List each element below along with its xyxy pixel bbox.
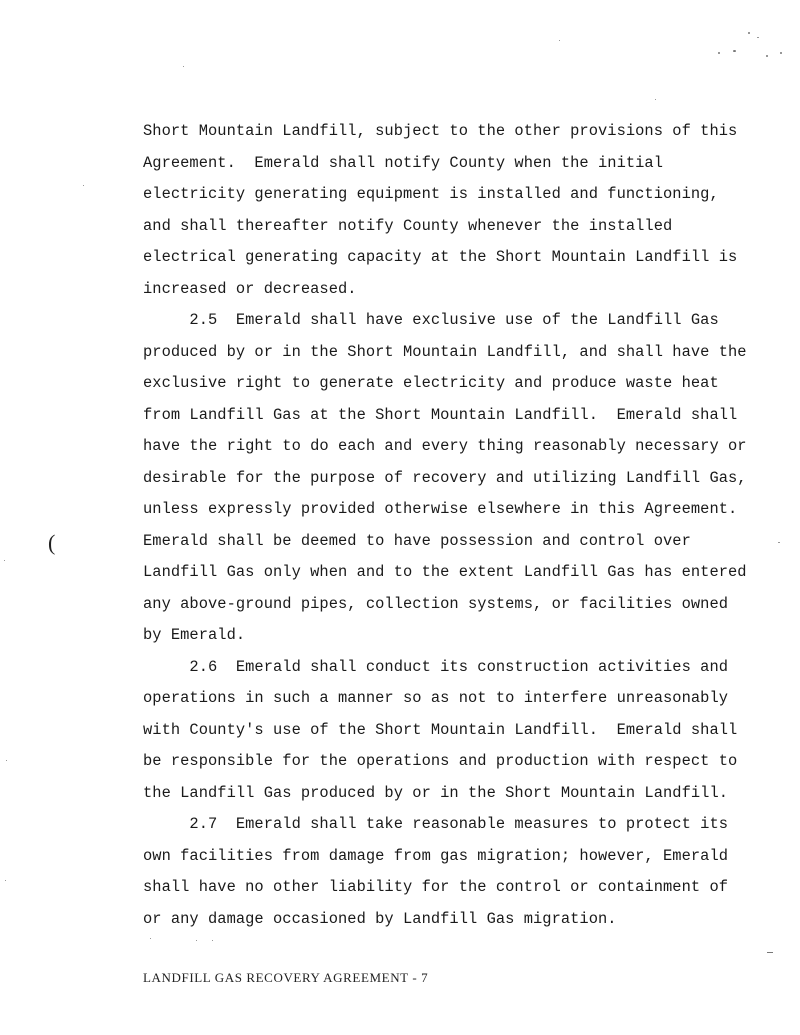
section-2-7-start: 2.7 Emerald shall take reasonable measures to protect its: [143, 815, 729, 833]
scan-speck: [757, 37, 759, 38]
text-line: or any damage occasioned by Landfill Gas migration.: [143, 909, 617, 928]
scan-speck: [780, 52, 782, 54]
section-2-5-start: 2.5 Emerald shall have exclusive use of the Landfill Gas: [143, 311, 719, 329]
text-line: Agreement. Emerald shall notify County when the initial: [143, 153, 664, 172]
text-line: with County's use of the Short Mountain Landfill. Emerald shall: [143, 720, 738, 739]
text-line: produced by or in the Short Mountain Landfill, and shall have the: [143, 342, 747, 361]
text-line: be responsible for the operations and production with respect to: [143, 752, 738, 770]
text-line: exclusive right to generate electricity and produce waste heat: [143, 374, 719, 392]
scan-speck: [655, 99, 656, 100]
section-2-6-start: 2.6 Emerald shall conduct its construction activities and: [143, 657, 729, 676]
text-line: electrical generating capacity at the Short Mountain Landfill is: [143, 248, 738, 266]
scan-speck: [212, 940, 213, 941]
scan-speck: [196, 940, 197, 941]
text-line: Short Mountain Landfill, subject to the other provisions of this: [143, 122, 738, 140]
text-line: increased or decreased.: [143, 279, 357, 298]
text-line: own facilities from damage from gas migration; however, Emerald: [143, 846, 729, 865]
scan-speck: [733, 50, 736, 52]
scan-speck: [4, 560, 5, 561]
scan-speck: [748, 32, 750, 34]
scan-speck: [5, 880, 6, 881]
document-body: [143, 116, 793, 935]
scan-speck: [767, 952, 773, 953]
text-line: operations in such a manner so as not to interfere unreasonably: [143, 689, 729, 707]
margin-mark: (: [48, 530, 56, 555]
text-line: and shall thereafter notify County whenever the installed: [143, 216, 673, 235]
scan-speck: [183, 66, 184, 67]
text-line: desirable for the purpose of recovery and utilizing Landfill Gas,: [143, 468, 747, 487]
text-line: electricity generating equipment is installed and functioning,: [143, 185, 719, 203]
text-line: shall have no other liability for the control or containment of: [143, 878, 729, 896]
page-footer: LANDFILL GAS RECOVERY AGREEMENT - 7: [143, 970, 429, 985]
scan-speck: [83, 185, 84, 186]
text-line: the Landfill Gas produced by or in the Short Mountain Landfill.: [143, 783, 729, 802]
text-line: by Emerald.: [143, 626, 246, 644]
scan-speck: [718, 52, 720, 54]
scan-speck: [559, 40, 560, 41]
text-line: Landfill Gas only when and to the extent Landfill Gas has entered: [143, 563, 747, 581]
scan-speck: [150, 938, 151, 939]
text-line: Emerald shall be deemed to have possession and control over: [143, 531, 691, 550]
scan-speck: [766, 55, 768, 57]
text-line: have the right to do each and every thing reasonably necessary or: [143, 437, 747, 455]
scan-speck: [6, 760, 7, 761]
scan-speck: [778, 542, 780, 543]
text-line: any above-ground pipes, collection systems, or facilities owned: [143, 594, 729, 613]
text-line: unless expressly provided otherwise elsewhere in this Agreement.: [143, 500, 738, 518]
text-line: from Landfill Gas at the Short Mountain Landfill. Emerald shall: [143, 405, 738, 424]
